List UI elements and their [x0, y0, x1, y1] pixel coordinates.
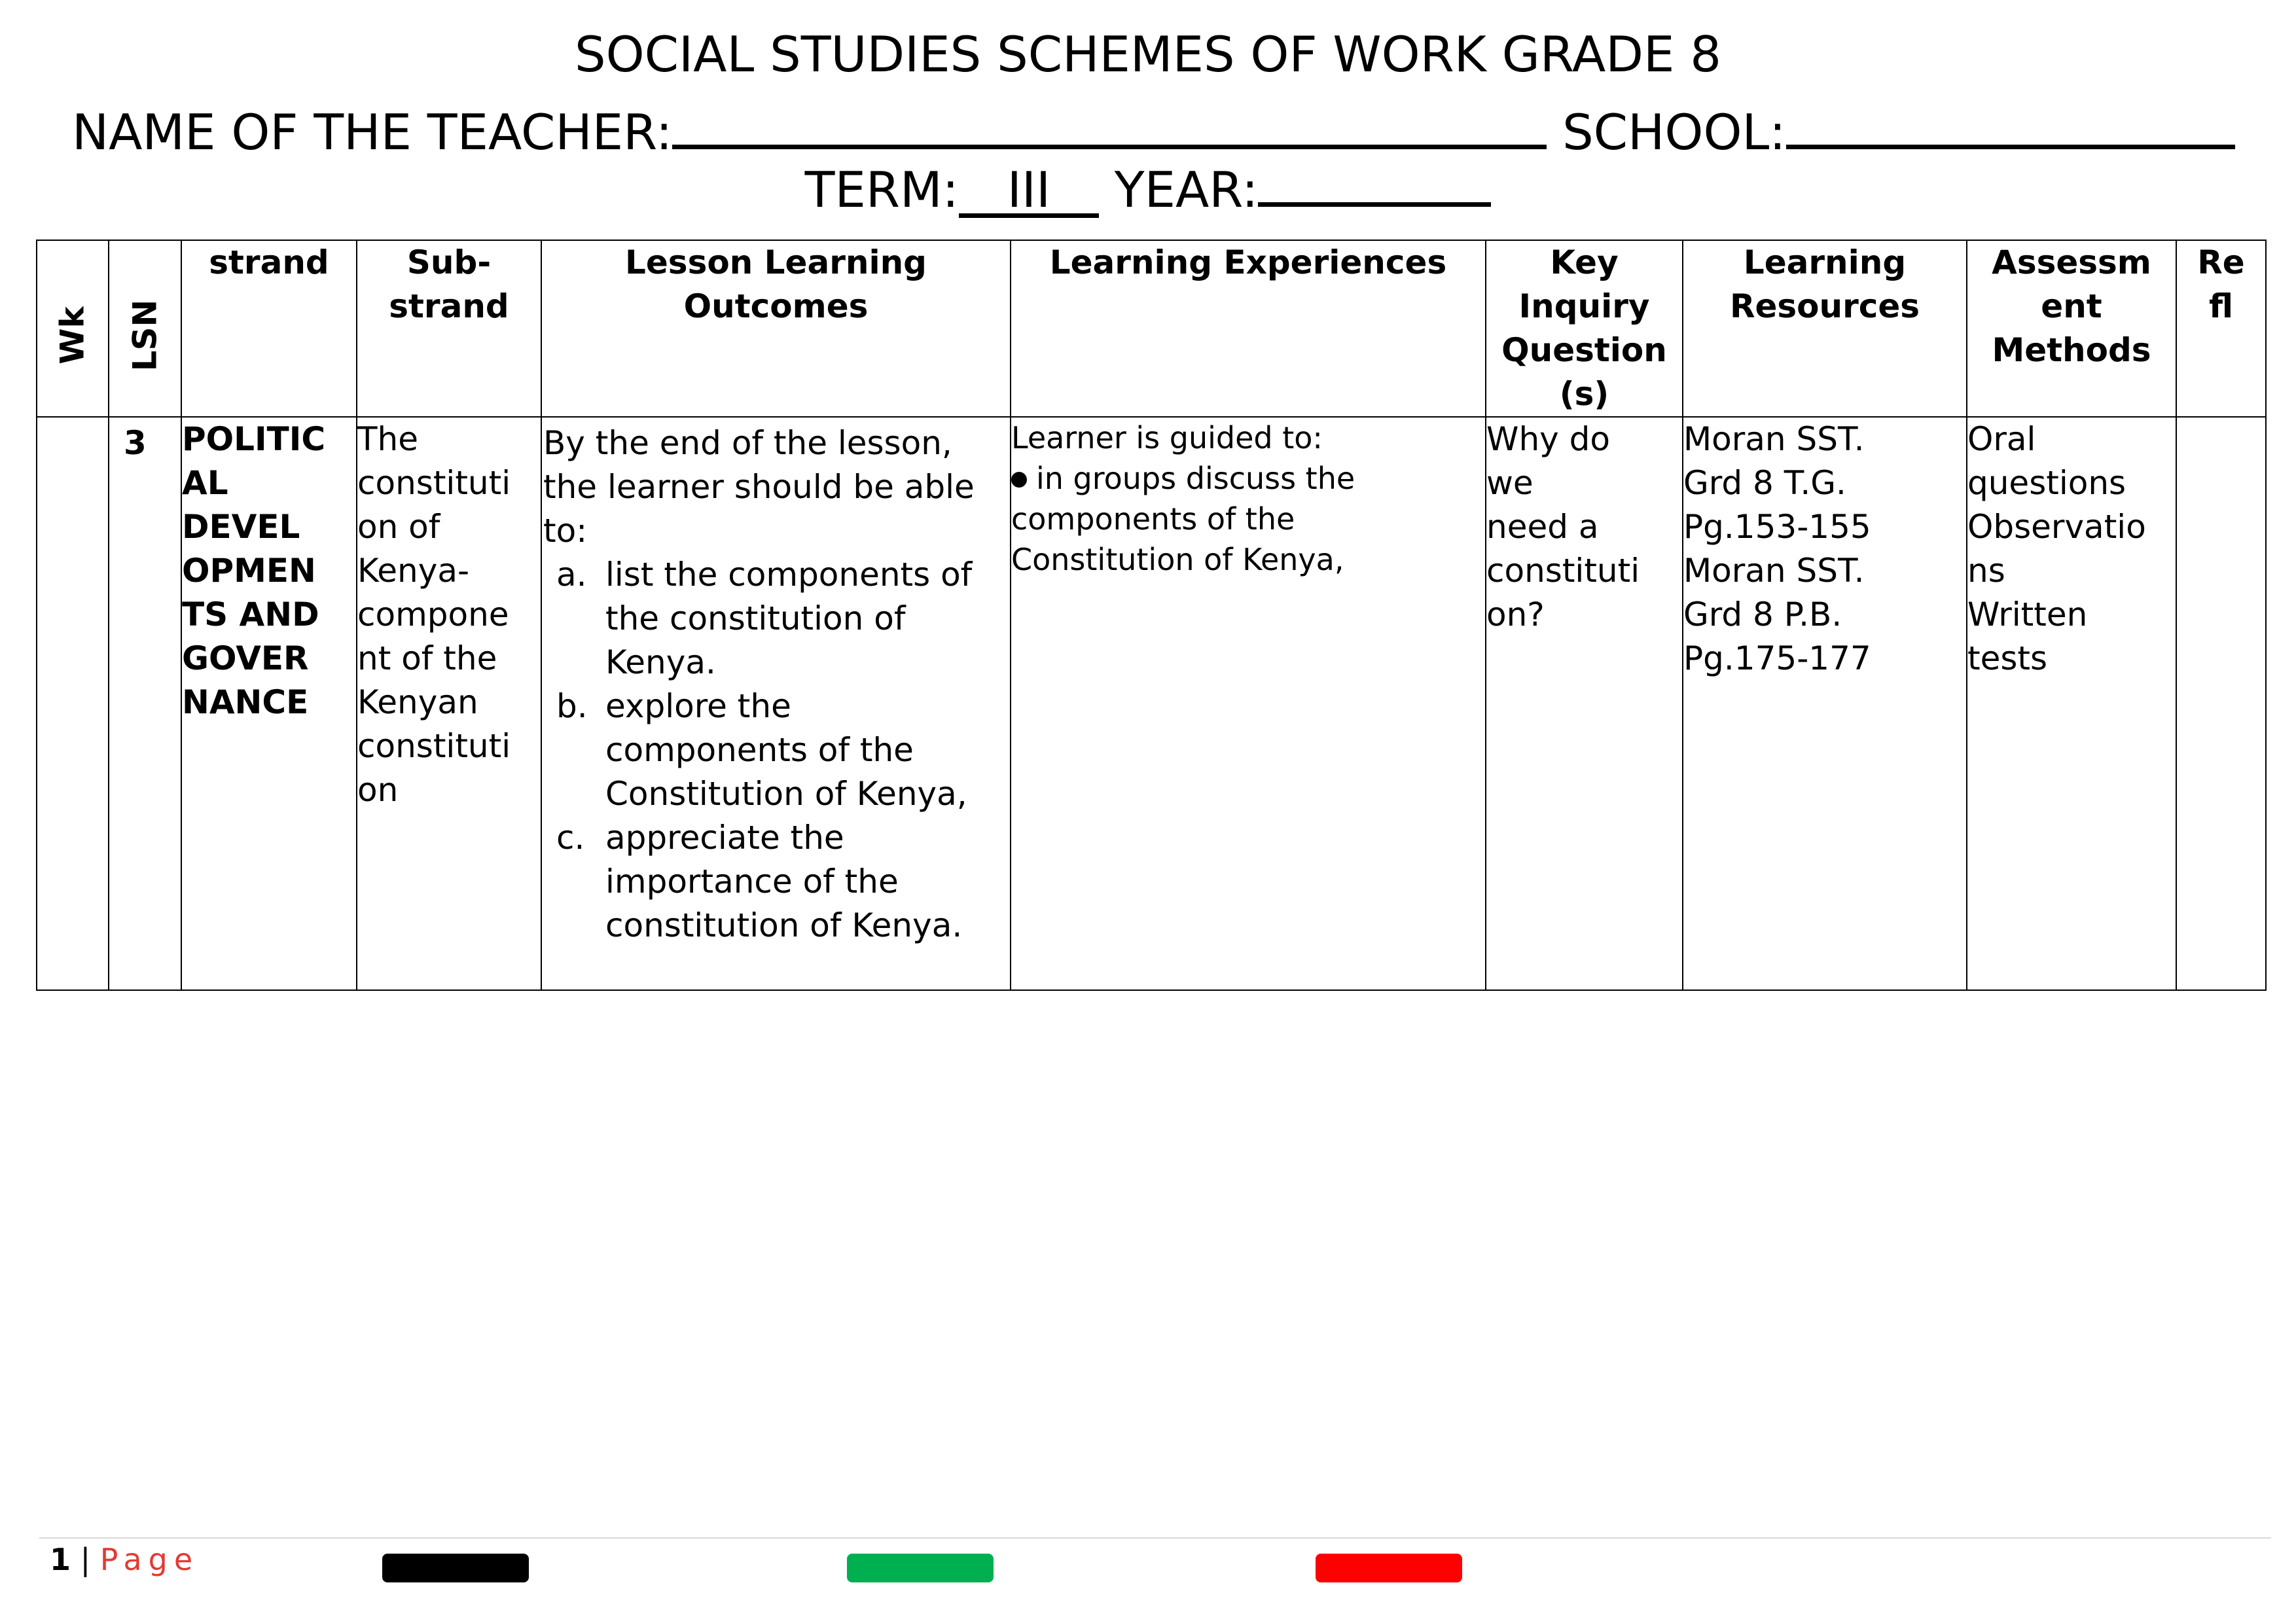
term-year-line [0, 159, 2296, 219]
header-sub-strand: Sub- strand [357, 240, 541, 417]
school-name-blank [1786, 101, 2235, 149]
cell-key-inquiry-question: Why do we need a constituti on? [1486, 417, 1683, 990]
cell-sub-strand: The constituti on of Kenya- compone nt of the Kenyan constituti on [357, 417, 541, 990]
red-stripe [1316, 1554, 1462, 1582]
year-label: YEAR: [1114, 161, 1259, 219]
page-label: Page [99, 1542, 200, 1577]
school-label: SCHOOL: [1562, 103, 1786, 161]
teacher-label: NAME OF THE TEACHER: [72, 103, 673, 161]
cell-assessment-methods: Oral questions Observatio ns Written tests [1967, 417, 2176, 990]
footer-divider [39, 1537, 2271, 1539]
header-key-inquiry-question: Key Inquiry Question (s) [1486, 240, 1683, 417]
cell-learning-outcomes: By the end of the lesson, the learner should be able to: a. list the components of the constitution of Kenya. b. explore the components of the Constitution of Kenya, c. appreciate the importance of the constitution of Kenya. [541, 417, 1011, 990]
bullet-icon [1011, 472, 1027, 488]
cell-reflection [2176, 417, 2266, 990]
teacher-name-blank [672, 101, 1547, 149]
term-label: TERM: [804, 161, 959, 219]
black-stripe [382, 1554, 529, 1582]
term-value: III [959, 170, 1099, 218]
header-row [37, 240, 2266, 417]
header-assessment-methods: Assessm ent Methods [1967, 240, 2176, 417]
page-number: 1 [50, 1542, 71, 1577]
footer-separator: | [80, 1542, 91, 1577]
table-row [37, 417, 2266, 990]
scheme-of-work-table [36, 240, 2267, 991]
page-footer [50, 1539, 199, 1580]
list-item: b. explore the components of the Constitution of Kenya, [556, 687, 967, 813]
cell-week [37, 417, 109, 990]
cell-learning-experiences: Learner is guided to: in groups discuss the components of the Constitution of Kenya, [1011, 417, 1486, 990]
year-blank [1258, 159, 1491, 207]
header-lsn: LSN [109, 240, 181, 417]
teacher-school-line [72, 101, 2235, 162]
list-item: c. appreciate the importance of the constitution of Kenya. [556, 819, 963, 944]
list-item: a. list the components of the constitution of Kenya. [556, 556, 973, 681]
header-reflection: Re fl [2176, 240, 2266, 417]
outcomes-list [543, 553, 1003, 948]
header-learning-experiences: Learning Experiences [1011, 240, 1486, 417]
header-learning-resources: Learning Resources [1683, 240, 1967, 417]
header-wk: Wk [37, 240, 109, 417]
cell-learning-resources: Moran SST. Grd 8 T.G. Pg.153-155 Moran SST. Grd 8 P.B. Pg.175-177 [1683, 417, 1967, 990]
cell-lesson-number: 3 [109, 417, 181, 990]
green-stripe [847, 1554, 994, 1582]
header-strand: strand [181, 240, 357, 417]
document-title: SOCIAL STUDIES SCHEMES OF WORK GRADE 8 [575, 26, 1721, 83]
cell-strand: POLITIC AL DEVEL OPMEN TS AND GOVER NANCE [181, 417, 357, 990]
header-learning-outcomes: Lesson Learning Outcomes [541, 240, 1011, 417]
